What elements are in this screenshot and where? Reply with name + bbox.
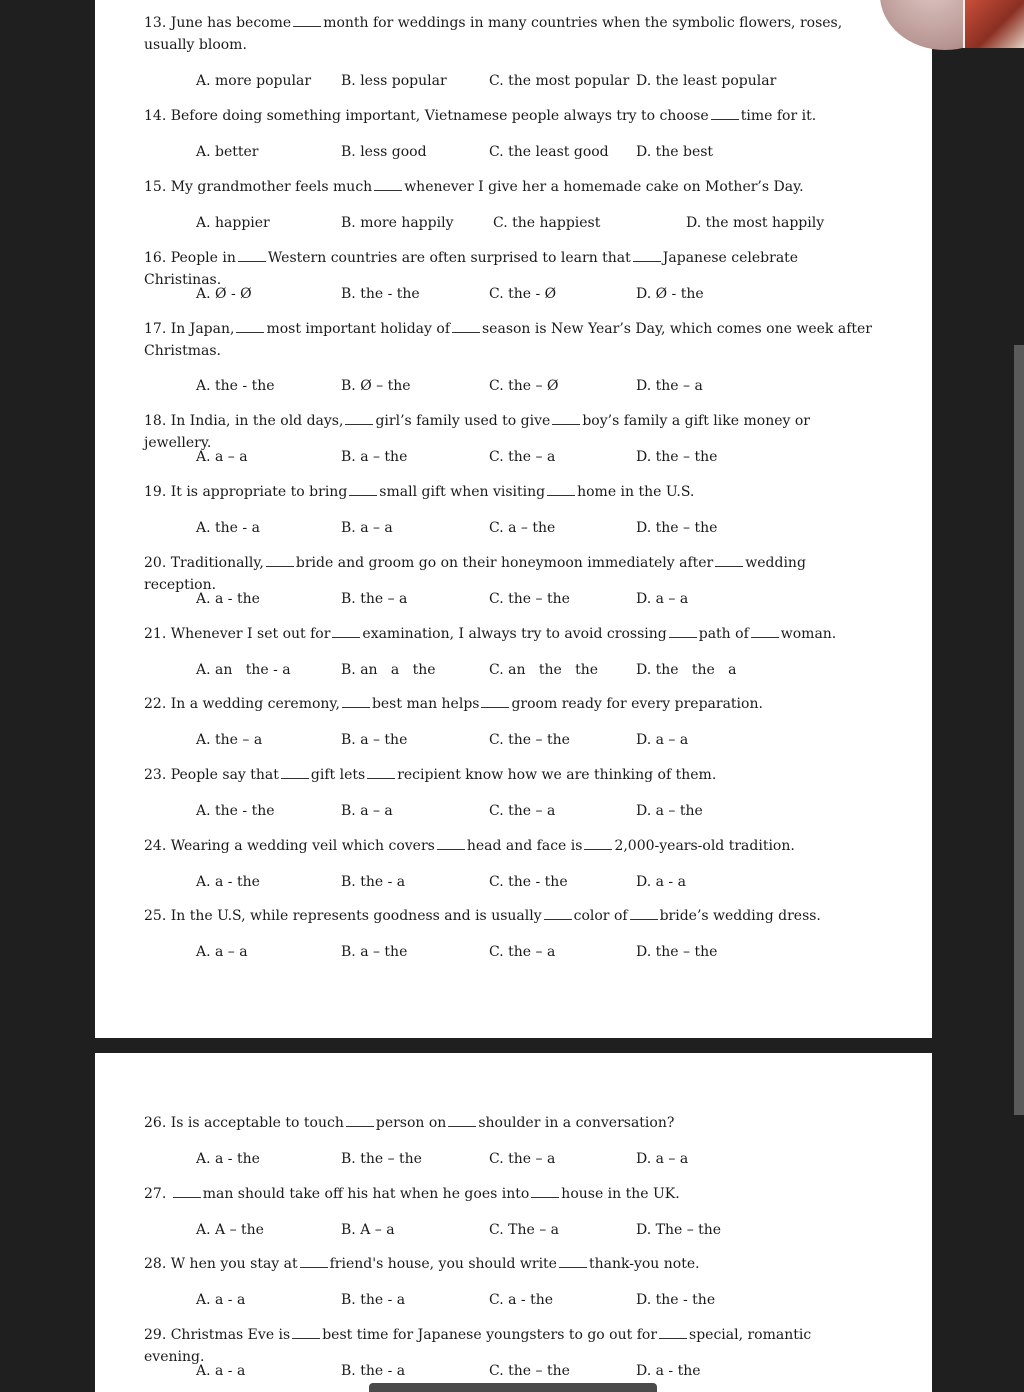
- question-text: My grandmother feels much: [170, 179, 373, 195]
- option-a[interactable]: A. better: [196, 144, 259, 160]
- question-text: whenever I give her a homemade cake on Mother’s Day.: [404, 179, 804, 195]
- answer-blank[interactable]: [292, 1324, 320, 1339]
- question-text: bride and groom go on their honeymoon immediately after: [295, 555, 714, 571]
- question-26: [144, 1112, 874, 1134]
- answer-blank[interactable]: [633, 247, 661, 262]
- question-22: [144, 693, 874, 715]
- option-a[interactable]: A. an the - a: [196, 662, 291, 678]
- question-text: girl’s family used to give: [375, 413, 551, 429]
- option-c[interactable]: C. an the the: [489, 662, 599, 678]
- option-a[interactable]: A. a - a: [196, 1292, 246, 1308]
- option-b[interactable]: B. Ø – the: [341, 378, 411, 394]
- question-text: path of: [698, 626, 749, 642]
- option-b[interactable]: B. more happily: [341, 215, 454, 231]
- question-text: groom ready for every preparation.: [511, 696, 763, 712]
- option-d[interactable]: D. the – the: [636, 944, 718, 960]
- answer-blank[interactable]: [452, 318, 480, 333]
- question-text: gift lets: [310, 767, 366, 783]
- question-text: home in the U.S.: [577, 484, 695, 500]
- answer-blank[interactable]: [659, 1324, 687, 1339]
- option-b[interactable]: B. the - a: [341, 1292, 406, 1308]
- option-d[interactable]: D. Ø - the: [636, 286, 704, 302]
- question-text: person on: [375, 1115, 447, 1131]
- option-c[interactable]: C. the – a: [489, 1151, 556, 1167]
- question-number: 16.: [144, 250, 167, 266]
- option-c[interactable]: C. the – a: [489, 803, 556, 819]
- question-text: wedding reception.: [144, 555, 806, 593]
- option-c[interactable]: C. The – a: [489, 1222, 559, 1238]
- question-number: 13.: [144, 15, 167, 31]
- option-a[interactable]: A. the - the: [196, 803, 275, 819]
- option-d[interactable]: D. a – a: [636, 591, 689, 607]
- option-b[interactable]: B. the – the: [341, 1151, 422, 1167]
- question-number: 18.: [144, 413, 167, 429]
- option-a[interactable]: A. the – a: [196, 732, 263, 748]
- question-text: woman.: [780, 626, 837, 642]
- option-c[interactable]: C. the – Ø: [489, 378, 559, 394]
- option-d[interactable]: D. the – a: [636, 378, 703, 394]
- answer-blank[interactable]: [345, 410, 373, 425]
- option-c[interactable]: C. the most popular: [489, 73, 630, 89]
- answer-blank[interactable]: [751, 623, 779, 638]
- option-b[interactable]: B. a – the: [341, 944, 408, 960]
- question-number: 24.: [144, 838, 167, 854]
- option-b[interactable]: B. the – a: [341, 591, 408, 607]
- option-d[interactable]: D. the – the: [636, 520, 718, 536]
- option-b[interactable]: B. the - a: [341, 874, 406, 890]
- option-b[interactable]: B. less popular: [341, 73, 447, 89]
- answer-blank[interactable]: [281, 764, 309, 779]
- question-text: People in: [170, 250, 236, 266]
- option-b[interactable]: B. a – the: [341, 732, 408, 748]
- question-text: In Japan,: [170, 321, 235, 337]
- question-text: friend's house, you should write: [329, 1256, 557, 1272]
- option-c[interactable]: C. the happiest: [493, 215, 601, 231]
- option-d[interactable]: D. the the a: [636, 662, 737, 678]
- question-text: recipient know how we are thinking of them.: [397, 767, 717, 783]
- option-a[interactable]: A. A – the: [196, 1222, 264, 1238]
- question-text: best man helps: [371, 696, 480, 712]
- question-text: bride’s wedding dress.: [659, 908, 821, 924]
- question-text: June has become: [170, 15, 292, 31]
- answer-blank[interactable]: [481, 693, 509, 708]
- question-15: [144, 176, 874, 198]
- answer-blank[interactable]: [584, 835, 612, 850]
- question-number: 17.: [144, 321, 167, 337]
- question-number: 14.: [144, 108, 167, 124]
- answer-blank[interactable]: [374, 176, 402, 191]
- answer-blank[interactable]: [293, 12, 321, 27]
- answer-blank[interactable]: [300, 1253, 328, 1268]
- question-text: examination, I always try to avoid crossing: [362, 626, 667, 642]
- question-text: Is is acceptable to touch: [170, 1115, 344, 1131]
- option-c[interactable]: C. the - Ø: [489, 286, 557, 302]
- question-21: [144, 623, 874, 645]
- question-17: [144, 318, 874, 362]
- option-c[interactable]: C. the – a: [489, 449, 556, 465]
- option-c[interactable]: C. the – the: [489, 732, 570, 748]
- option-d[interactable]: D. a – a: [636, 732, 689, 748]
- option-a[interactable]: A. a – a: [196, 449, 248, 465]
- option-a[interactable]: A. a - a: [196, 1363, 246, 1379]
- question-number: 26.: [144, 1115, 167, 1131]
- option-b[interactable]: B. a – a: [341, 520, 393, 536]
- worksheet-page-1: [95, 0, 932, 1038]
- answer-blank[interactable]: [349, 481, 377, 496]
- option-c[interactable]: C. a - the: [489, 1292, 554, 1308]
- option-c[interactable]: C. the – a: [489, 944, 556, 960]
- question-28: [144, 1253, 874, 1275]
- question-13: [144, 12, 874, 56]
- question-text: shoulder in a conversation?: [478, 1115, 675, 1131]
- question-number: 15.: [144, 179, 167, 195]
- answer-blank[interactable]: [531, 1183, 559, 1198]
- answer-blank[interactable]: [715, 552, 743, 567]
- home-indicator-bar: [369, 1383, 657, 1392]
- option-c[interactable]: C. the - the: [489, 874, 568, 890]
- question-text: small gift when visiting: [379, 484, 546, 500]
- question-number: 28.: [144, 1256, 167, 1272]
- option-c[interactable]: C. the least good: [489, 144, 609, 160]
- answer-blank[interactable]: [173, 1183, 201, 1198]
- question-text: Wearing a wedding veil which covers: [170, 838, 435, 854]
- question-24: [144, 835, 874, 857]
- question-number: 20.: [144, 555, 167, 571]
- answer-blank[interactable]: [711, 105, 739, 120]
- option-b[interactable]: B. a – the: [341, 449, 408, 465]
- question-text: Christmas Eve is: [170, 1327, 291, 1343]
- question-text: In the U.S, while represents goodness and is usually: [170, 908, 542, 924]
- option-d[interactable]: D. a – a: [636, 1151, 689, 1167]
- answer-blank[interactable]: [552, 410, 580, 425]
- question-27: [144, 1183, 874, 1205]
- option-b[interactable]: B. A – a: [341, 1222, 395, 1238]
- thumbnail-image[interactable]: [963, 0, 1024, 48]
- question-text: Western countries are often surprised to learn that: [267, 250, 631, 266]
- option-a[interactable]: A. Ø - Ø: [196, 286, 252, 302]
- answer-blank[interactable]: [547, 481, 575, 496]
- question-text: It is appropriate to bring: [170, 484, 348, 500]
- question-text: W hen you stay at: [170, 1256, 298, 1272]
- option-d[interactable]: D. a - a: [636, 874, 686, 890]
- option-c[interactable]: C. the – the: [489, 591, 570, 607]
- question-number: 25.: [144, 908, 167, 924]
- question-text: boy’s family a gift like money or jewellery.: [144, 413, 810, 451]
- question-text: best time for Japanese youngsters to go out for: [322, 1327, 658, 1343]
- answer-blank[interactable]: [669, 623, 697, 638]
- question-number: 19.: [144, 484, 167, 500]
- question-text: color of: [573, 908, 628, 924]
- question-text: month for weddings in many countries when the symbolic flowers, roses, usually bloom.: [144, 15, 843, 53]
- answer-blank[interactable]: [346, 1112, 374, 1127]
- question-text: In India, in the old days,: [170, 413, 344, 429]
- option-b[interactable]: B. less good: [341, 144, 427, 160]
- option-c[interactable]: C. the – the: [489, 1363, 570, 1379]
- question-text: Traditionally,: [170, 555, 264, 571]
- question-text: time for it.: [740, 108, 817, 124]
- question-text: season is New Year’s Day, which comes one week after Christmas.: [144, 321, 872, 359]
- question-number: 29.: [144, 1327, 167, 1343]
- question-text: head and face is: [466, 838, 583, 854]
- worksheet-page-2: [95, 1053, 932, 1392]
- scrollbar[interactable]: [1014, 345, 1024, 1115]
- question-text: Before doing something important, Vietnamese people always try to choose: [170, 108, 709, 124]
- option-a[interactable]: A. a - the: [196, 1151, 260, 1167]
- option-d[interactable]: D. the most happily: [686, 215, 825, 231]
- option-d[interactable]: D. the best: [636, 144, 714, 160]
- answer-blank[interactable]: [448, 1112, 476, 1127]
- option-b[interactable]: B. the - the: [341, 286, 420, 302]
- answer-blank[interactable]: [332, 623, 360, 638]
- option-d[interactable]: D. The – the: [636, 1222, 722, 1238]
- question-text: Japanese celebrate Christinas.: [144, 250, 799, 288]
- question-text: 2,000-years-old tradition.: [614, 838, 795, 854]
- option-c[interactable]: C. a – the: [489, 520, 556, 536]
- question-number: 22.: [144, 696, 167, 712]
- question-text: man should take off his hat when he goes into: [202, 1186, 530, 1202]
- answer-blank[interactable]: [342, 693, 370, 708]
- question-text: special, romantic evening.: [144, 1327, 812, 1365]
- question-23: [144, 764, 874, 786]
- question-19: [144, 481, 874, 503]
- question-text: People say that: [170, 767, 279, 783]
- question-25: [144, 905, 874, 927]
- option-d[interactable]: D. a – the: [636, 803, 703, 819]
- answer-blank[interactable]: [437, 835, 465, 850]
- option-d[interactable]: D. the - the: [636, 1292, 716, 1308]
- option-d[interactable]: D. the least popular: [636, 73, 777, 89]
- option-d[interactable]: D. the – the: [636, 449, 718, 465]
- answer-blank[interactable]: [238, 247, 266, 262]
- question-number: 27.: [144, 1186, 167, 1202]
- question-number: 23.: [144, 767, 167, 783]
- question-14: [144, 105, 874, 127]
- answer-blank[interactable]: [559, 1253, 587, 1268]
- answer-blank[interactable]: [266, 552, 294, 567]
- question-text: Whenever I set out for: [170, 626, 331, 642]
- option-a[interactable]: A. a – a: [196, 944, 248, 960]
- question-text: most important holiday of: [266, 321, 450, 337]
- option-a[interactable]: A. the - the: [196, 378, 275, 394]
- answer-blank[interactable]: [630, 905, 658, 920]
- option-a[interactable]: A. the - a: [196, 520, 260, 536]
- option-b[interactable]: B. an a the: [341, 662, 436, 678]
- option-b[interactable]: B. a – a: [341, 803, 393, 819]
- answer-blank[interactable]: [236, 318, 264, 333]
- option-a[interactable]: A. more popular: [196, 73, 312, 89]
- answer-blank[interactable]: [544, 905, 572, 920]
- option-b[interactable]: B. the - a: [341, 1363, 406, 1379]
- question-text: house in the UK.: [561, 1186, 680, 1202]
- option-a[interactable]: A. a - the: [196, 874, 260, 890]
- question-text: In a wedding ceremony,: [170, 696, 340, 712]
- question-number: 21.: [144, 626, 167, 642]
- answer-blank[interactable]: [367, 764, 395, 779]
- question-text: thank-you note.: [588, 1256, 700, 1272]
- option-d[interactable]: D. a - the: [636, 1363, 701, 1379]
- option-a[interactable]: A. happier: [196, 215, 270, 231]
- option-a[interactable]: A. a - the: [196, 591, 260, 607]
